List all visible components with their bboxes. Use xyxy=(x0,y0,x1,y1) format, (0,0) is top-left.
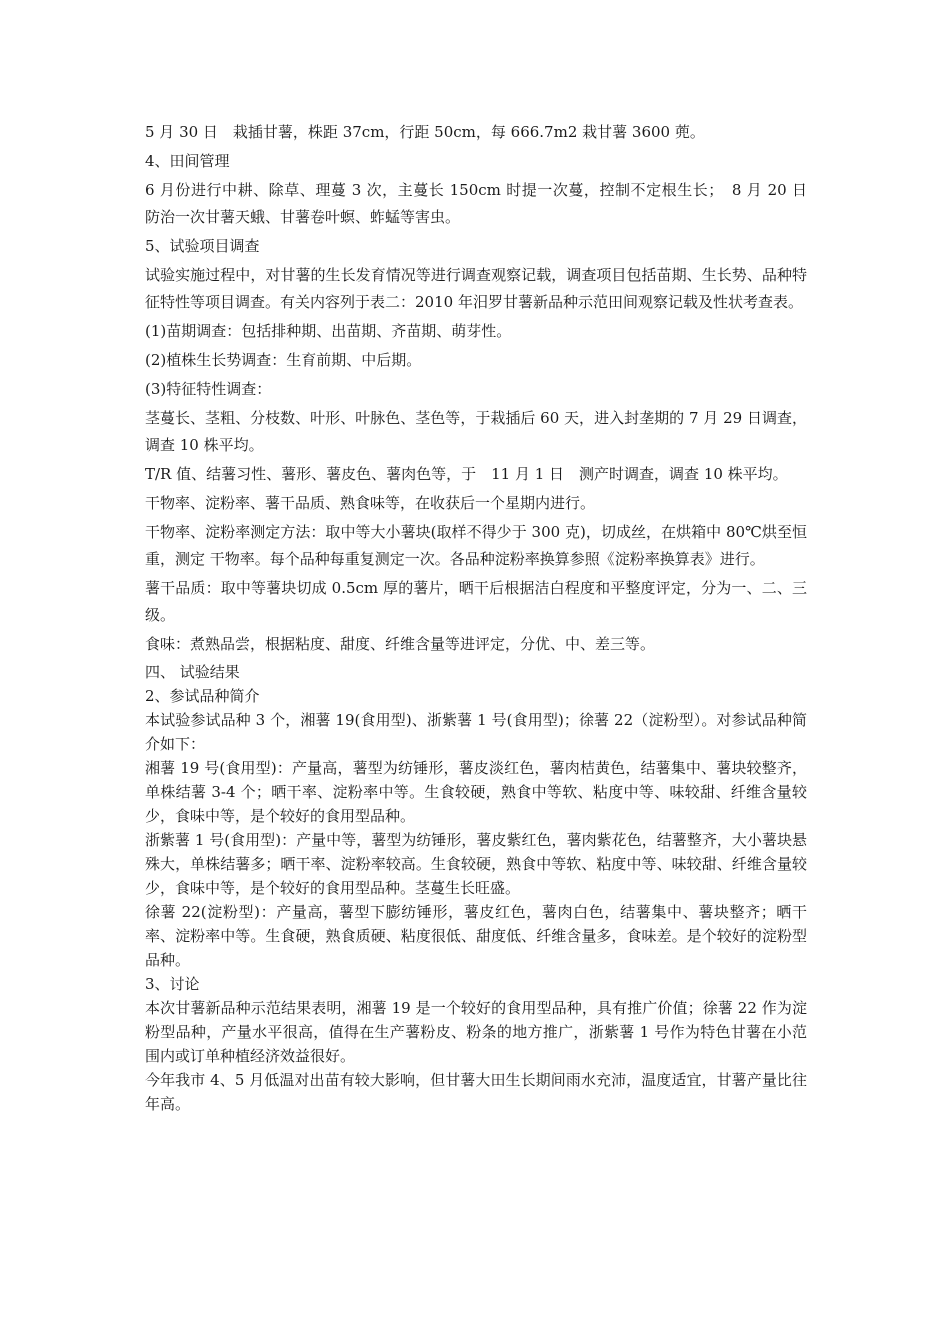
paragraph: (1)苗期调查：包括排种期、出苗期、齐苗期、萌芽性。 xyxy=(145,322,512,340)
section-heading: 四、 试验结果 xyxy=(145,663,240,681)
section-heading: 5、试验项目调查 xyxy=(145,237,260,255)
paragraph: (3)特征特性调查： xyxy=(145,380,272,398)
paragraph: 干物率、淀粉率、薯干品质、熟食味等，在收获后一个星期内进行。 xyxy=(145,494,596,512)
section-heading: 2、参试品种简介 xyxy=(145,687,260,705)
section-heading: 4、田间管理 xyxy=(145,152,230,170)
paragraph: 本次甘薯新品种示范结果表明，湘薯 19 是一个较好的食用型品种，具有推广价值；徐薯 22 作为淀粉型品种，产量水平很高，值得在生产薯粉皮、粉条的地方推广，浙紫薯 1 号作为特色甘薯在小范围内或订单种植经济效益很好。 xyxy=(145,999,807,1065)
section-heading: 3、讨论 xyxy=(145,975,200,993)
paragraph: 5 月 30 日 栽插甘薯，株距 37cm，行距 50cm，每 666.7m2 栽甘薯 3600 蔸。 xyxy=(145,123,705,141)
paragraph: (2)植株生长势调查：生育前期、中后期。 xyxy=(145,351,422,369)
paragraph: 徐薯 22(淀粉型)：产量高，薯型下膨纺锤形，薯皮红色，薯肉白色，结薯集中、薯块整齐；晒干率、淀粉率中等。生食硬，熟食质硬、粘度很低、甜度低、纤维含量多，食味差。是个较好的淀粉型品种。 xyxy=(145,903,807,969)
paragraph: 薯干品质：取中等薯块切成 0.5cm 厚的薯片，晒干后根据洁白程度和平整度评定，分为一、二、三级。 xyxy=(145,579,807,624)
document-body xyxy=(145,119,823,1116)
paragraph: 本试验参试品种 3 个，湘薯 19(食用型)、浙紫薯 1 号(食用型)；徐薯 22（淀粉型）。对参试品种简介如下： xyxy=(145,711,807,753)
paragraph: 今年我市 4、5 月低温对出苗有较大影响，但甘薯大田生长期间雨水充沛，温度适宜，甘薯产量比往年高。 xyxy=(145,1071,807,1113)
paragraph: T/R 值、结薯习性、薯形、薯皮色、薯肉色等，于 11 月 1 日 测产时调查，调查 10 株平均。 xyxy=(145,465,788,483)
paragraph: 湘薯 19 号(食用型)：产量高，薯型为纺锤形，薯皮淡红色，薯肉桔黄色，结薯集中、薯块较整齐，单株结薯 3-4 个；晒干率、淀粉率中等。生食较硬，熟食中等软、粘度中等、味较甜、纤维含量较少，食味中等，是个较好的食用型品种。 xyxy=(145,759,807,825)
paragraph: 干物率、淀粉率测定方法：取中等大小薯块(取样不得少于 300 克)，切成丝，在烘箱中 80℃烘至恒重，测定 干物率。每个品种每重复测定一次。各品种淀粉率换算参照《淀粉率换算表》进行。 xyxy=(145,523,807,568)
paragraph: 茎蔓长、茎粗、分枝数、叶形、叶脉色、茎色等，于栽插后 60 天，进入封垄期的 7 月 29 日调查，调查 10 株平均。 xyxy=(145,409,807,454)
paragraph: 食味：煮熟品尝，根据粘度、甜度、纤维含量等进评定，分优、中、差三等。 xyxy=(145,635,656,653)
paragraph: 浙紫薯 1 号(食用型)：产量中等，薯型为纺锤形，薯皮紫红色，薯肉紫花色，结薯整齐，大小薯块悬殊大，单株结薯多；晒干率、淀粉率较高。生食较硬，熟食中等软、粘度中等、味较甜、纤维含量较少，食味中等，是个较好的食用型品种。茎蔓生长旺盛。 xyxy=(145,831,807,897)
paragraph: 6 月份进行中耕、除草、理蔓 3 次，主蔓长 150cm 时提一次蔓，控制不定根生长； 8 月 20 日 防治一次甘薯天蛾、甘薯卷叶螟、蚱蜢等害虫。 xyxy=(145,181,823,226)
paragraph: 试验实施过程中，对甘薯的生长发育情况等进行调查观察记载，调查项目包括苗期、生长势、品种特征特性等项目调查。有关内容列于表二：2010 年汨罗甘薯新品种示范田间观察记载及性状考查表。 xyxy=(145,266,807,311)
